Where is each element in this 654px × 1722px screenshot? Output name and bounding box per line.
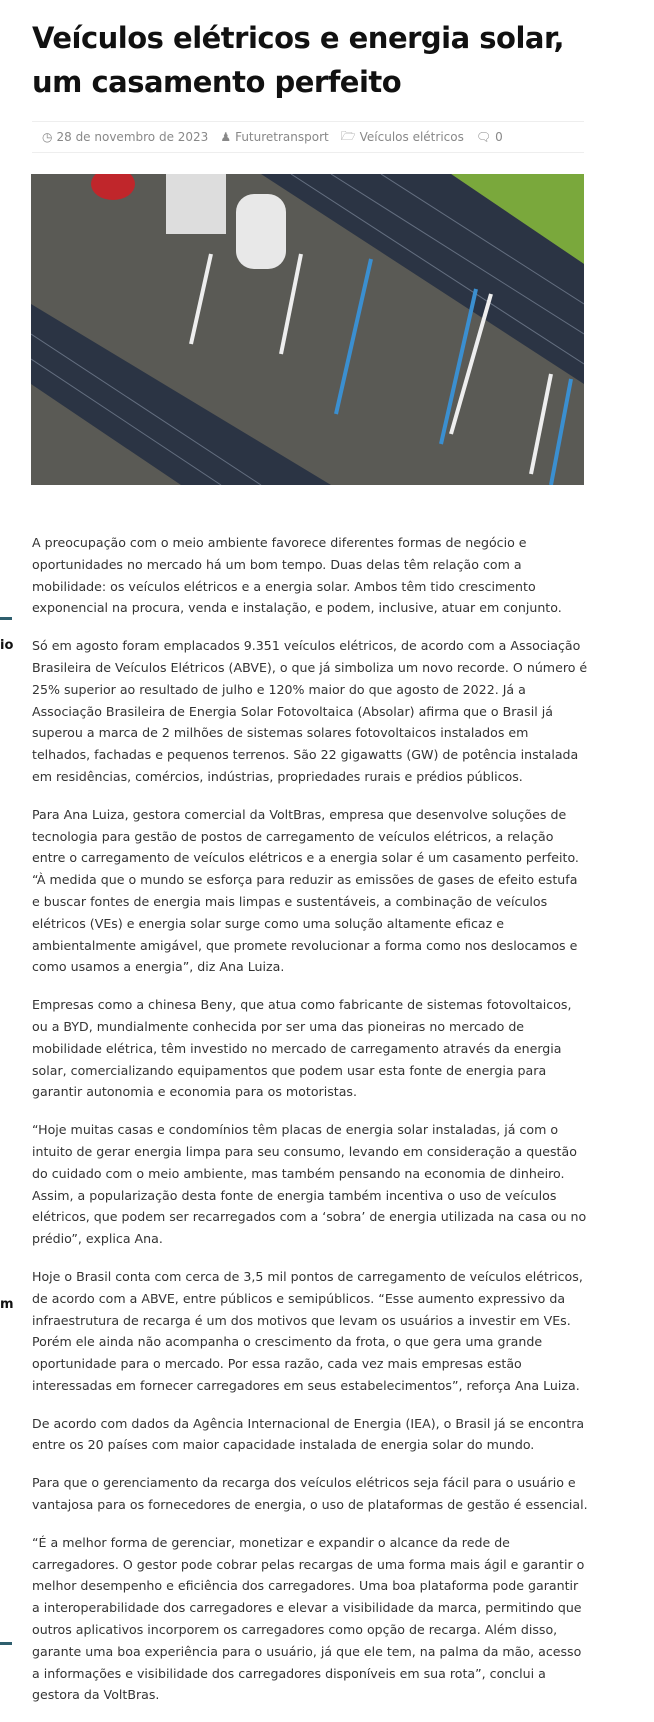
hero-image-solar-parking	[31, 174, 584, 485]
date-text: 28 de novembro de 2023	[56, 130, 209, 144]
comment-count[interactable]: 0	[495, 130, 503, 144]
folder-icon: 🗁	[340, 128, 356, 143]
sidebar-fragment-bar	[0, 1642, 12, 1645]
comment-icon: 🗨	[475, 130, 492, 144]
category-link[interactable]: Veículos elétricos	[359, 130, 464, 144]
paragraph: De acordo com dados da Agência Internacional de Energia (IEA), o Brasil já se encontra entre os 20 países com maior capacidade instalada de energia solar do mundo.	[32, 1415, 585, 1453]
user-icon: ♟	[220, 130, 232, 144]
sidebar-fragment-text: io	[0, 638, 14, 653]
paragraph: Para Ana Luiza, gestora comercial da VoltBras, empresa que desenvolve soluções de tecnologia para gestão de postos de carregamento de veículos elétricos, a relação entre o carregamento de veículos elétricos e a energia solar é um casamento perfeito. “À medida que o mundo se esforça para reduzir as emissões de gases de efeito estufa e buscar fontes de energia mais limpas e sustentáveis, a combinação de veículos elétricos (VEs) e energia solar surge como uma solução altamente eficaz e ambientalmente amigável, que promete revolucionar a forma como nos deslocamos e como usamos a energia”, diz Ana Luiza.	[32, 806, 579, 975]
sidebar-fragment-bar	[0, 617, 12, 620]
paragraph: Para que o gerenciamento da recarga dos veículos elétricos seja fácil para o usuário e vantajosa para os fornecedores de energia, o uso de plataformas de gestão é essencial.	[32, 1475, 588, 1513]
article-body	[32, 532, 588, 1722]
paragraph: A preocupação com o meio ambiente favorece diferentes formas de negócio e oportunidades no mercado há um bom tempo. Duas delas têm relação com a mobilidade: os veículos elétricos e a energia solar. Ambos têm tido crescimento exponencial na procura, venda e instalação, e podem, inclusive, atuar em conjunto.	[32, 535, 562, 616]
post-comments[interactable]	[476, 130, 503, 144]
sidebar-fragment-text: m	[0, 1297, 14, 1312]
page-title: Veículos elétricos e energia solar, um casamento perfeito	[32, 21, 565, 99]
paragraph: “É a melhor forma de gerenciar, monetizar e expandir o alcance da rede de carregadores. O gestor pode cobrar pelas recargas de uma forma mais ágil e garantir o melhor desempenho e eficiência dos carregadores. Uma boa plataforma pode garantir a interoperabilidade dos carregadores e elevar a visibilidade da marca, permitindo que outros aplicativos incorporem os carregadores como opção de recarga. Além disso, garante uma boa experiência para o usuário, já que ele tem, na palma da mão, acesso a informações e visibilidade dos carregadores disponíveis em sua rota”, conclui a gestora da VoltBras.	[32, 1534, 585, 1703]
post-date	[42, 130, 208, 144]
paragraph: Empresas como a chinesa Beny, que atua como fabricante de sistemas fotovoltaicos, ou a BYD, mundialmente conhecida por ser uma das pioneiras no mercado de mobilidade elétrica, têm investido no mercado de carregamento através da energia solar, comercializando equipamentos que podem usar esta fonte de energia para garantir autonomia e economia para os motoristas.	[32, 997, 572, 1100]
post-author[interactable]	[220, 130, 328, 144]
post-meta	[32, 121, 584, 153]
paragraph: Só em agosto foram emplacados 9.351 veículos elétricos, de acordo com a Associação Brasileira de Veículos Elétricos (ABVE), o que já simboliza um novo recorde. O número é 25% superior ao resultado de julho e 120% maior do que agosto de 2022. Já a Associação Brasileira de Energia Solar Fotovoltaica (Absolar) afirma que o Brasil já superou a marca de 2 milhões de sistemas solares fotovoltaicos instalados em telhados, fachadas e pequenos terrenos. São 22 gigawatts (GW) de potência instalada em residências, comércios, indústrias, propriedades rurais e prédios públicos.	[32, 638, 588, 784]
paragraph: Hoje o Brasil conta com cerca de 3,5 mil pontos de carregamento de veículos elétricos, de acordo com a ABVE, entre públicos e semipúblicos. “Esse aumento expressivo da infraestrutura de recarga é um dos motivos que levam os usuários a investir em VEs. Porém ele ainda não acompanha o crescimento da frota, o que gera uma grande oportunidade para o mercado. Por essa razão, cada vez mais empresas estão interessadas em fornecer carregadores em seus estabelecimentos”, reforça Ana Luiza.	[32, 1268, 583, 1393]
clock-icon: ◷	[42, 130, 53, 144]
author-link[interactable]: Futuretransport	[235, 130, 329, 144]
paragraph: “Hoje muitas casas e condomínios têm placas de energia solar instaladas, já com o intuito de gerar energia limpa para seu consumo, levando em consideração a questão do cuidado com o meio ambiente, mas também pensando na economia de dinheiro. Assim, a popularização desta fonte de energia também incentiva o uso de veículos elétricos, que podem ser recarregados com a ‘sobra’ de energia utilizada na casa ou no prédio”, explica Ana.	[32, 1122, 587, 1247]
post-category[interactable]	[341, 127, 464, 148]
